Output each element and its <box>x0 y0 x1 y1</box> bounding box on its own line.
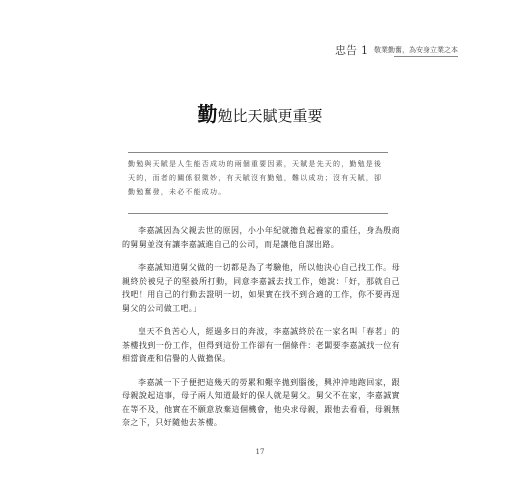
body-text <box>122 224 400 440</box>
title-first-char: 勤 <box>197 102 218 126</box>
header-section: 忠告 <box>335 44 357 57</box>
paragraph: 李嘉誠知道舅父做的一切都是為了考驗他，所以他決心自己找工作。母親終於被兒子的堅毅所打動，同意李嘉誠去找工作，她說：「好，那就自己找吧！用自己的行動去證明一切，如果實在找不到合適的工作，你不要再逞舅父的公司做工吧。」 <box>122 263 400 313</box>
header-number: 1 <box>361 43 368 57</box>
epigraph-text: 勤勉與天賦是人生能否成功的兩個重要因素，天賦是先天的，勤勉是後天的，而者的關係很微妙，有天賦沒有勤勉，難以成功；沒有天賦，卻勤勉奮發，未必不能成功。 <box>128 160 383 196</box>
title-rest: 勉比天賦更重要 <box>217 107 323 125</box>
header-subtitle: 敬業勤奮，為安身立業之本 <box>374 46 458 54</box>
paragraph: 李嘉誠一下子便把這幾天的勞累和艱辛拋到腦後，興沖沖地跑回家，跟母親說起這事，母子兩人知道最好的保人就是舅父。舅父不在家，李嘉誠實在等不及，他實在不願意放棄這個機會，他央求母親，跟他去看看，母親無奈之下，只好隨他去茶樓。 <box>122 377 400 427</box>
paragraph: 李嘉誠因為父親去世的原因，小小年紀就擔負起養家的重任，身為殷商的舅舅並沒有讓李嘉誠進自己的公司，而是讓他自謀出路。 <box>122 226 400 249</box>
epigraph-box <box>128 152 388 214</box>
header-rule <box>394 56 458 57</box>
chapter-title <box>0 98 520 127</box>
paragraph: 皇天不負苦心人，經過多日的奔波，李嘉誠終於在一家名叫「春茗」的茶樓找到一份工作，但得到這份工作卻有一個條件：老闆要李嘉誠找一位有相當資產和信譽的人做擔保。 <box>122 327 400 363</box>
page-number: 17 <box>255 448 265 456</box>
